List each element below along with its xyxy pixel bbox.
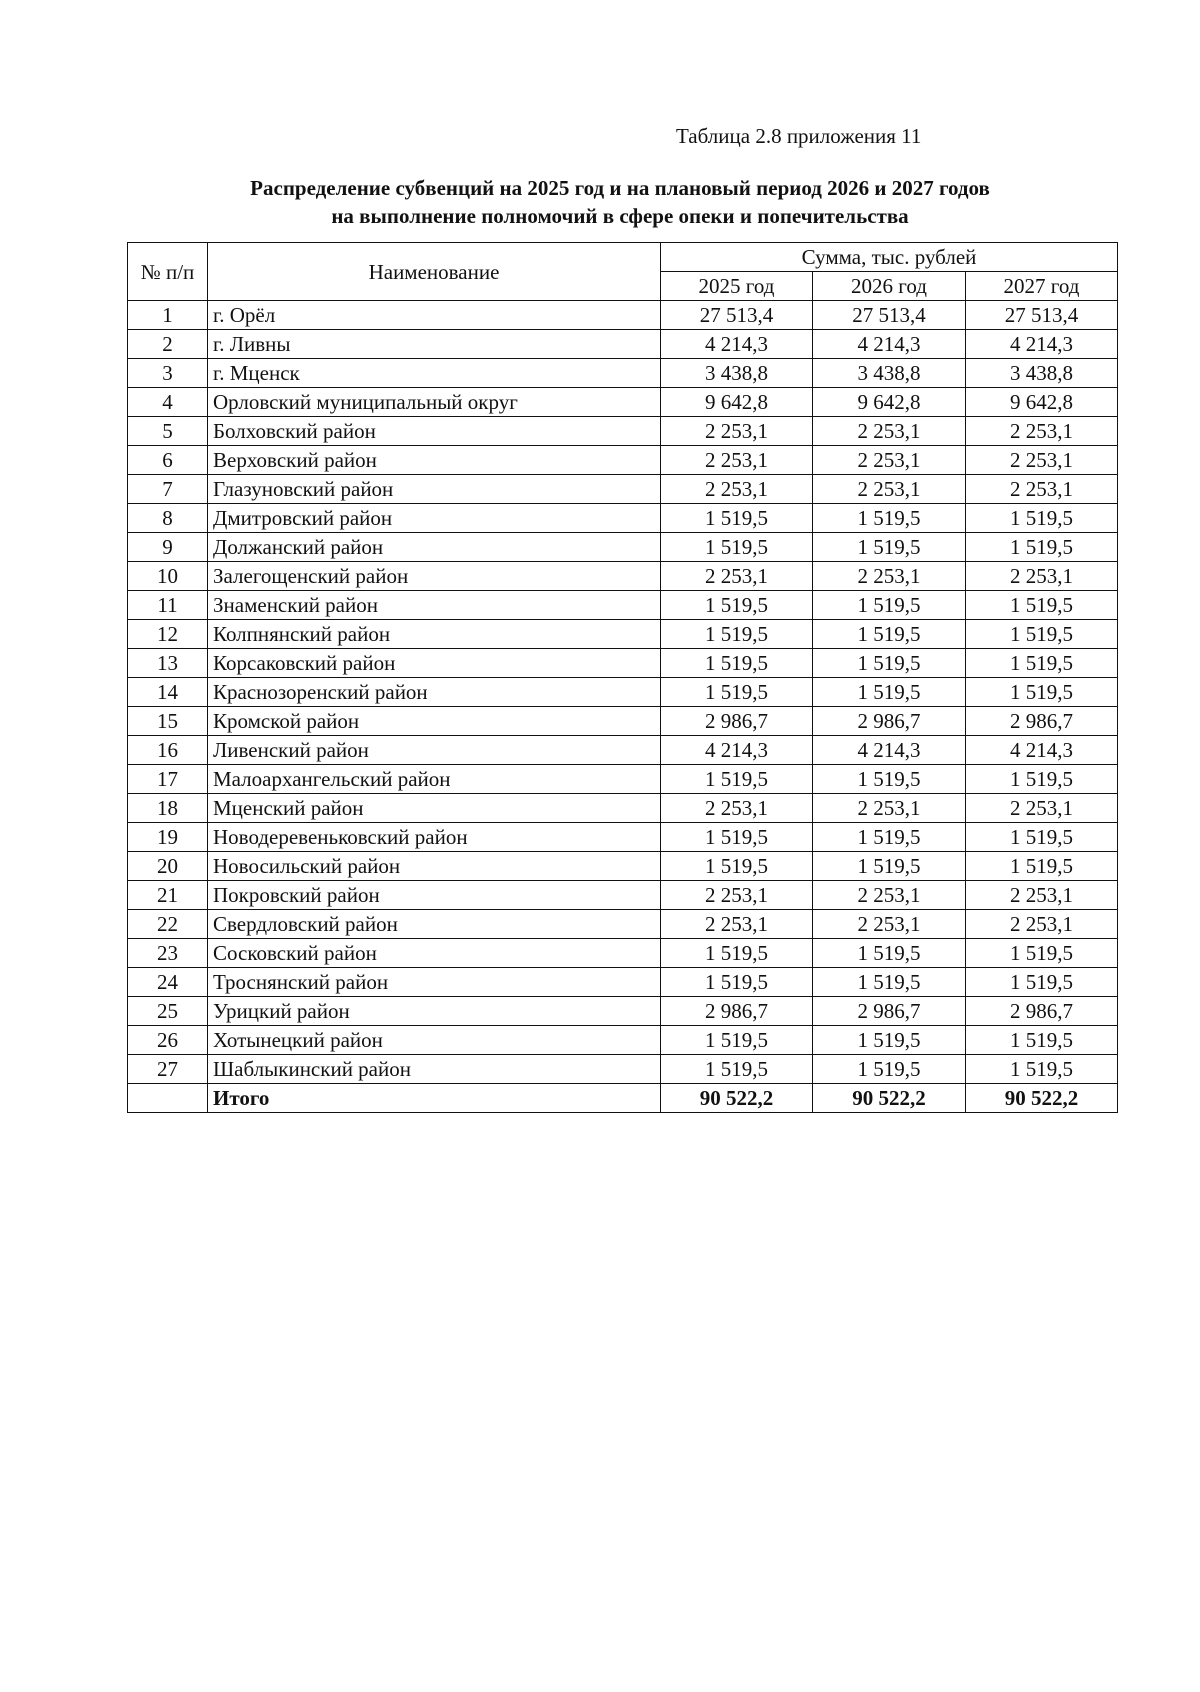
row-value-2026: 2 253,1 — [813, 794, 966, 823]
row-value-2027: 1 519,5 — [966, 1026, 1118, 1055]
row-number: 7 — [128, 475, 208, 504]
row-value-2027: 1 519,5 — [966, 852, 1118, 881]
row-value-2025: 2 253,1 — [661, 417, 813, 446]
row-number: 25 — [128, 997, 208, 1026]
row-value-2026: 1 519,5 — [813, 823, 966, 852]
row-value-2027: 2 253,1 — [966, 910, 1118, 939]
row-value-2026: 1 519,5 — [813, 852, 966, 881]
row-value-2025: 1 519,5 — [661, 591, 813, 620]
title-line-2: на выполнение полномочий в сфере опеки и попечительства — [331, 204, 909, 228]
row-value-2027: 1 519,5 — [966, 504, 1118, 533]
row-value-2025: 4 214,3 — [661, 330, 813, 359]
row-value-2027: 2 986,7 — [966, 707, 1118, 736]
row-value-2025: 1 519,5 — [661, 968, 813, 997]
row-value-2027: 1 519,5 — [966, 823, 1118, 852]
row-value-2026: 2 253,1 — [813, 910, 966, 939]
table-row — [128, 504, 1118, 533]
row-name: Сосковский район — [208, 939, 661, 968]
row-value-2025: 2 986,7 — [661, 707, 813, 736]
row-value-2026: 4 214,3 — [813, 330, 966, 359]
title-line-1: Распределение субвенций на 2025 год и на плановый период 2026 и 2027 годов — [250, 176, 990, 200]
row-value-2025: 1 519,5 — [661, 533, 813, 562]
row-value-2027: 1 519,5 — [966, 591, 1118, 620]
row-value-2025: 2 253,1 — [661, 562, 813, 591]
table-row — [128, 678, 1118, 707]
row-value-2026: 4 214,3 — [813, 736, 966, 765]
row-number: 9 — [128, 533, 208, 562]
row-name: г. Ливны — [208, 330, 661, 359]
row-value-2025: 2 253,1 — [661, 446, 813, 475]
row-number: 18 — [128, 794, 208, 823]
table-row — [128, 475, 1118, 504]
row-number: 16 — [128, 736, 208, 765]
row-value-2026: 1 519,5 — [813, 678, 966, 707]
total-row — [128, 1084, 1118, 1113]
total-value-2026: 90 522,2 — [813, 1084, 966, 1113]
row-value-2026: 3 438,8 — [813, 359, 966, 388]
row-number: 22 — [128, 910, 208, 939]
table-row — [128, 823, 1118, 852]
table-reference: Таблица 2.8 приложения 11 — [676, 124, 922, 148]
row-value-2025: 2 253,1 — [661, 794, 813, 823]
header-sum-group: Сумма, тыс. рублей — [661, 243, 1118, 272]
row-name: Свердловский район — [208, 910, 661, 939]
row-name: г. Орёл — [208, 301, 661, 330]
row-value-2025: 1 519,5 — [661, 678, 813, 707]
row-name: Хотынецкий район — [208, 1026, 661, 1055]
row-number: 17 — [128, 765, 208, 794]
row-value-2027: 2 253,1 — [966, 562, 1118, 591]
row-value-2026: 2 253,1 — [813, 881, 966, 910]
row-value-2027: 2 986,7 — [966, 997, 1118, 1026]
row-value-2027: 1 519,5 — [966, 533, 1118, 562]
row-value-2025: 9 642,8 — [661, 388, 813, 417]
row-number: 15 — [128, 707, 208, 736]
row-name: Колпнянский район — [208, 620, 661, 649]
row-value-2027: 4 214,3 — [966, 736, 1118, 765]
table-row — [128, 330, 1118, 359]
row-value-2026: 9 642,8 — [813, 388, 966, 417]
table-row — [128, 910, 1118, 939]
row-value-2027: 2 253,1 — [966, 446, 1118, 475]
row-number: 5 — [128, 417, 208, 446]
row-name: Покровский район — [208, 881, 661, 910]
table-row — [128, 591, 1118, 620]
row-value-2025: 4 214,3 — [661, 736, 813, 765]
row-name: Урицкий район — [208, 997, 661, 1026]
table-row — [128, 997, 1118, 1026]
table-row — [128, 562, 1118, 591]
header-row-1 — [128, 243, 1118, 272]
row-value-2025: 1 519,5 — [661, 939, 813, 968]
row-number: 10 — [128, 562, 208, 591]
row-value-2026: 1 519,5 — [813, 1026, 966, 1055]
row-name: Верховский район — [208, 446, 661, 475]
row-value-2025: 3 438,8 — [661, 359, 813, 388]
table-row — [128, 620, 1118, 649]
row-name: Должанский район — [208, 533, 661, 562]
row-name: г. Мценск — [208, 359, 661, 388]
row-number: 2 — [128, 330, 208, 359]
document-title — [120, 174, 1120, 230]
table-row — [128, 446, 1118, 475]
row-name: Троснянский район — [208, 968, 661, 997]
row-value-2026: 27 513,4 — [813, 301, 966, 330]
row-name: Краснозоренский район — [208, 678, 661, 707]
row-name: Глазуновский район — [208, 475, 661, 504]
row-value-2027: 1 519,5 — [966, 939, 1118, 968]
row-value-2027: 2 253,1 — [966, 417, 1118, 446]
row-value-2027: 2 253,1 — [966, 475, 1118, 504]
row-value-2025: 1 519,5 — [661, 823, 813, 852]
row-number: 21 — [128, 881, 208, 910]
row-value-2025: 1 519,5 — [661, 852, 813, 881]
row-value-2025: 1 519,5 — [661, 1055, 813, 1084]
row-number: 13 — [128, 649, 208, 678]
row-number: 27 — [128, 1055, 208, 1084]
row-name: Болховский район — [208, 417, 661, 446]
row-value-2026: 1 519,5 — [813, 591, 966, 620]
row-name: Малоархангельский район — [208, 765, 661, 794]
table-row — [128, 1026, 1118, 1055]
header-num: № п/п — [128, 243, 208, 301]
row-value-2026: 2 253,1 — [813, 562, 966, 591]
table-row — [128, 736, 1118, 765]
row-number: 11 — [128, 591, 208, 620]
row-value-2027: 2 253,1 — [966, 881, 1118, 910]
row-number: 3 — [128, 359, 208, 388]
row-value-2025: 2 253,1 — [661, 475, 813, 504]
row-name: Корсаковский район — [208, 649, 661, 678]
table-row — [128, 707, 1118, 736]
row-number: 1 — [128, 301, 208, 330]
row-value-2027: 27 513,4 — [966, 301, 1118, 330]
table-row — [128, 1055, 1118, 1084]
table-row — [128, 301, 1118, 330]
row-value-2027: 1 519,5 — [966, 968, 1118, 997]
row-value-2027: 1 519,5 — [966, 1055, 1118, 1084]
row-value-2025: 2 253,1 — [661, 910, 813, 939]
row-number: 12 — [128, 620, 208, 649]
row-value-2025: 1 519,5 — [661, 504, 813, 533]
row-value-2027: 4 214,3 — [966, 330, 1118, 359]
row-name: Кромской район — [208, 707, 661, 736]
row-name: Шаблыкинский район — [208, 1055, 661, 1084]
table-row — [128, 417, 1118, 446]
row-value-2026: 1 519,5 — [813, 765, 966, 794]
row-name: Ливенский район — [208, 736, 661, 765]
table-row — [128, 765, 1118, 794]
header-name: Наименование — [208, 243, 661, 301]
row-value-2025: 1 519,5 — [661, 620, 813, 649]
row-value-2025: 1 519,5 — [661, 765, 813, 794]
subvention-table — [127, 242, 1118, 1113]
row-value-2026: 1 519,5 — [813, 649, 966, 678]
row-value-2026: 1 519,5 — [813, 939, 966, 968]
row-number: 4 — [128, 388, 208, 417]
header-year-2025: 2025 год — [661, 272, 813, 301]
row-value-2026: 2 986,7 — [813, 707, 966, 736]
row-value-2027: 3 438,8 — [966, 359, 1118, 388]
row-value-2026: 2 253,1 — [813, 475, 966, 504]
row-value-2026: 1 519,5 — [813, 1055, 966, 1084]
total-label: Итого — [208, 1084, 661, 1113]
table-row — [128, 852, 1118, 881]
row-value-2026: 2 986,7 — [813, 997, 966, 1026]
table-row — [128, 881, 1118, 910]
total-value-2025: 90 522,2 — [661, 1084, 813, 1113]
row-value-2025: 1 519,5 — [661, 649, 813, 678]
row-number: 6 — [128, 446, 208, 475]
table-row — [128, 533, 1118, 562]
row-value-2026: 2 253,1 — [813, 417, 966, 446]
row-number: 20 — [128, 852, 208, 881]
table-row — [128, 968, 1118, 997]
row-number: 24 — [128, 968, 208, 997]
row-value-2026: 1 519,5 — [813, 620, 966, 649]
row-number: 23 — [128, 939, 208, 968]
row-value-2025: 27 513,4 — [661, 301, 813, 330]
row-name: Орловский муниципальный округ — [208, 388, 661, 417]
row-value-2027: 1 519,5 — [966, 620, 1118, 649]
row-value-2026: 2 253,1 — [813, 446, 966, 475]
row-value-2027: 9 642,8 — [966, 388, 1118, 417]
row-name: Знаменский район — [208, 591, 661, 620]
header-year-2026: 2026 год — [813, 272, 966, 301]
row-value-2026: 1 519,5 — [813, 533, 966, 562]
row-value-2027: 1 519,5 — [966, 678, 1118, 707]
table-row — [128, 388, 1118, 417]
table-row — [128, 939, 1118, 968]
row-name: Новосильский район — [208, 852, 661, 881]
row-value-2025: 1 519,5 — [661, 1026, 813, 1055]
total-value-2027: 90 522,2 — [966, 1084, 1118, 1113]
header-year-2027: 2027 год — [966, 272, 1118, 301]
row-value-2027: 1 519,5 — [966, 649, 1118, 678]
row-number: 19 — [128, 823, 208, 852]
table-body — [128, 301, 1118, 1084]
row-name: Мценский район — [208, 794, 661, 823]
row-value-2025: 2 253,1 — [661, 881, 813, 910]
row-name: Новодеревеньковский район — [208, 823, 661, 852]
row-number: 8 — [128, 504, 208, 533]
row-value-2027: 2 253,1 — [966, 794, 1118, 823]
total-num-cell — [128, 1084, 208, 1113]
row-value-2026: 1 519,5 — [813, 504, 966, 533]
row-value-2027: 1 519,5 — [966, 765, 1118, 794]
table-row — [128, 359, 1118, 388]
row-name: Залегощенский район — [208, 562, 661, 591]
table-row — [128, 794, 1118, 823]
table-row — [128, 649, 1118, 678]
row-number: 14 — [128, 678, 208, 707]
row-number: 26 — [128, 1026, 208, 1055]
row-value-2025: 2 986,7 — [661, 997, 813, 1026]
row-value-2026: 1 519,5 — [813, 968, 966, 997]
row-name: Дмитровский район — [208, 504, 661, 533]
